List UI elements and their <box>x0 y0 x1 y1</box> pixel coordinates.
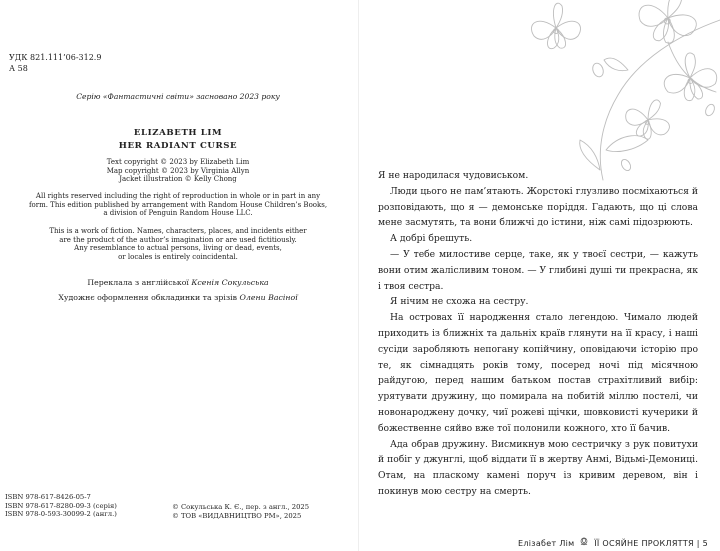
isbn-block <box>5 493 117 519</box>
rose-icon <box>579 537 589 548</box>
original-title: HER RADIANT CURSE <box>118 141 238 151</box>
paragraph: Люди цього не пам’ятають. Жорстокі глузливо посміхаються й розповідають, що я — демонське поріддя. Гадають, що ці слова мене засмутять, та вони ближчі до істини, ніж самі підозрюють. <box>378 185 698 229</box>
paragraph: Я не народилася чудовиськом. <box>378 170 529 181</box>
rights-line: All rights reserved including the right of reproduction in whole or in part in any <box>35 192 321 200</box>
footer-separator: | <box>696 539 703 548</box>
translator-name: Ксенія Сокульська <box>191 278 269 287</box>
credits-block <box>0 275 356 305</box>
translator-label: Переклала з англійської <box>87 278 189 287</box>
paragraph: Я нічим не схожа на сестру. <box>390 296 529 308</box>
orchid-ornament-icon <box>478 0 720 185</box>
rights-line: a division of Penguin Random House LLC. <box>103 209 253 218</box>
left-page <box>0 0 356 551</box>
disclaimer-line: or locales is entirely coincidental. <box>118 252 238 261</box>
copyright-block <box>0 158 356 184</box>
running-footer <box>518 537 708 548</box>
isbn-line: ISBN 978-0-593-30099-2 (англ.) <box>5 510 117 519</box>
disclaimer-line: This is a work of fiction. Names, characters, places, and incidents either <box>49 227 307 235</box>
udc-block <box>9 53 101 74</box>
rights-block <box>8 192 348 218</box>
isbn-line: ISBN 978-617-8426-05-7 <box>5 493 91 501</box>
publisher-line: © Сокульська К. Є., пер. з англ., 2025 <box>172 503 310 511</box>
chapter-text <box>378 168 698 500</box>
publisher-block <box>172 503 309 521</box>
footer-title: ЇЇ ОСЯЙНЕ ПРОКЛЯТТЯ <box>594 539 694 548</box>
copyright-line: Jacket illustration © Kelly Chong <box>119 175 237 183</box>
copyright-line: Map copyright © 2023 by Virginia Allyn <box>106 166 250 175</box>
paragraph: На островах її народження стало легендою. Чимало людей приходить із ближніх та дальніх країв глянути на її красу, і наші сусіди заробляють непогану копійчину, оповідаючи історію про те, як сімнадцять років тому, посеред ночі під місячною райдугою, перед нашим батьком постав страхітливий вибір: урятувати дружину, що помирала на побитій міллю постелі, чи новонароджену дочку, чиї рожеві щічки, шовковисті кучерики й божественне сяйво вже тої полонили кожного, хто її бачив. <box>378 312 698 434</box>
designer-credit <box>0 290 356 305</box>
publisher-line: © ТОВ «ВИДАВНИЦТВО РМ», 2025 <box>172 512 302 520</box>
fiction-disclaimer <box>8 227 348 261</box>
page-number: 5 <box>702 539 708 548</box>
designer-label: Художнє оформлення обкладинки та зрізів <box>58 293 237 302</box>
udc-code: УДК 821.111’06-312.9 <box>9 53 102 62</box>
paragraph: — У тебе милостиве серце, таке, як у твоєї сестри, — кажуть вони отим жалісливим тоном. — У глибині душі ти прекрасна, як і твоя сестра. <box>378 248 698 292</box>
bbk-code: А 58 <box>9 63 28 73</box>
designer-name: Олени Васіної <box>239 293 298 302</box>
paragraph: А добрі брешуть. <box>390 233 473 245</box>
paragraph: Ада обрав дружину. Висмикнув мою сестричку з рук повитухи й побіг у джунглі, щоб віддати її в жертву Анмі, Відьмі-Демониці. Отам, на пласкому камені поруч із кривим деревом, він і покинув мою сестру на смерть. <box>378 438 698 497</box>
translator-credit <box>0 275 356 290</box>
isbn-line: ISBN 978-617-8280-09-3 (серія) <box>5 501 117 510</box>
right-page <box>360 0 720 551</box>
disclaimer-line: Any resemblance to actual persons, living or dead, events, <box>74 244 282 253</box>
page-spine <box>358 0 359 551</box>
rights-line: form. This edition published by arrangement with Random House Children’s Books, <box>28 200 328 209</box>
disclaimer-line: are the product of the author’s imagination or are used fictitiously. <box>59 235 297 244</box>
original-title-block <box>0 127 356 153</box>
series-note: Серію «Фантастичні світи» засновано 2023 року <box>76 92 280 101</box>
original-author: ELIZABETH LIM <box>133 128 223 138</box>
copyright-line: Text copyright © 2023 by Elizabeth Lim <box>106 158 250 166</box>
footer-author: Елізабет Лім <box>518 539 575 548</box>
